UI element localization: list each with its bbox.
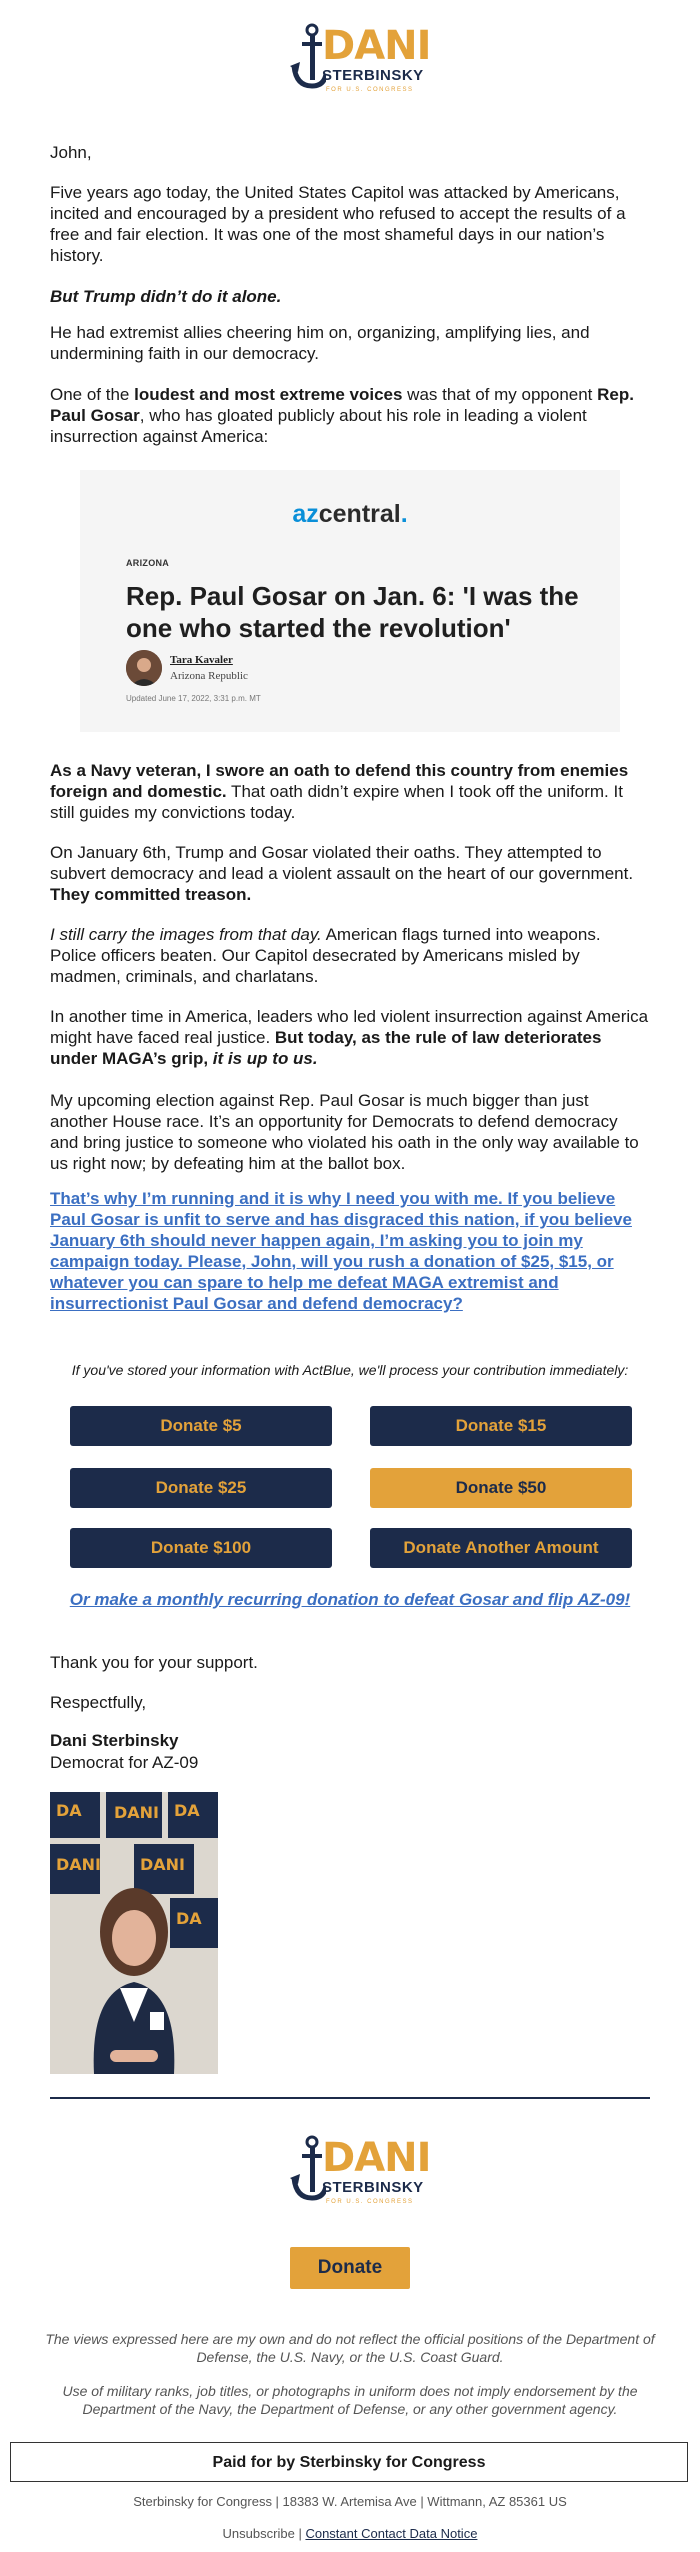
anchor-icon bbox=[290, 2134, 326, 2204]
svg-text:DANI: DANI bbox=[56, 1855, 102, 1874]
azcentral-logo: azcentral. bbox=[292, 500, 408, 528]
article-image[interactable] bbox=[80, 470, 620, 732]
svg-text:DANI: DANI bbox=[114, 1803, 160, 1822]
article-kicker: ARIZONA bbox=[126, 558, 170, 568]
paid-for-by: Paid for by Sterbinsky for Congress bbox=[10, 2442, 688, 2482]
logo-tagline: FOR U.S. CONGRESS bbox=[326, 2199, 414, 2205]
svg-text:DANI: DANI bbox=[140, 1855, 186, 1874]
article-publication: Arizona Republic bbox=[170, 670, 248, 682]
donate-15-button[interactable]: Donate $15 bbox=[370, 1406, 632, 1446]
svg-text:DA: DA bbox=[174, 1801, 200, 1820]
paragraph-2: But Trump didn’t do it alone. bbox=[50, 287, 282, 306]
footer-donate-button[interactable]: Donate bbox=[290, 2247, 410, 2289]
disclaimer-views: The views expressed here are my own and do not reflect the official positions of the Department of Defense, the U.S. Navy, or the U.S. Coast Guard. bbox=[45, 2331, 655, 2365]
paragraph-7: I still carry the images from that day. American flags turned into weapons. Police officers beaten. Our Capitol desecrated by Americans misled by madmen, criminals, and charlatans. bbox=[50, 925, 601, 986]
footer-separator: | bbox=[298, 2526, 302, 2541]
paragraph-8: In another time in America, leaders who led violent insurrection against America might have faced real justice. But today, as the rule of law deteriorates under MAGA’s grip, it is up to us. bbox=[50, 1007, 649, 1068]
article-headline: Rep. Paul Gosar on Jan. 6: 'I was the one who started the revolution' bbox=[126, 581, 579, 643]
paragraph-9: My upcoming election against Rep. Paul Gosar is much bigger than just another House race. It’s an opportunity for Democrats to defend democracy and bring justice to someone who violated his oath in the only way available to us right now; by defeating him at the ballot box. bbox=[50, 1091, 639, 1173]
article-updated: Updated June 17, 2022, 3:31 p.m. MT bbox=[126, 694, 261, 703]
logo-name: DANI bbox=[322, 23, 431, 69]
anchor-icon bbox=[290, 22, 326, 92]
signature-name: Dani Sterbinsky bbox=[50, 1731, 179, 1750]
header-logo bbox=[286, 18, 431, 108]
footer-logo bbox=[286, 2130, 431, 2220]
paragraph-6: On January 6th, Trump and Gosar violated their oaths. They attempted to subvert democracy and lead a violent assault on the heart of our government. They committed treason. bbox=[50, 843, 634, 904]
actblue-note: If you've stored your information with ActBlue, we'll process your contribution immediately: bbox=[71, 1362, 629, 1378]
paragraph-5: As a Navy veteran, I swore an oath to defend this country from enemies foreign and domestic. That oath didn’t expire when I took off the uniform. It still guides my convictions today. bbox=[50, 761, 629, 822]
svg-text:DA: DA bbox=[176, 1909, 202, 1928]
footer-links bbox=[0, 2526, 700, 2541]
footer-divider bbox=[50, 2097, 650, 2099]
candidate-photo bbox=[50, 1792, 218, 2074]
donate-50-button[interactable]: Donate $50 bbox=[370, 1468, 632, 1508]
signature-title: Democrat for AZ-09 bbox=[50, 1753, 199, 1772]
paragraph-4: One of the loudest and most extreme voices was that of my opponent Rep. Paul Gosar, who has gloated publicly about his role in leading a violent insurrection against America: bbox=[50, 385, 634, 446]
donate-5-button[interactable]: Donate $5 bbox=[70, 1406, 332, 1446]
greeting: John, bbox=[50, 143, 92, 162]
unsubscribe-link[interactable]: Unsubscribe bbox=[222, 2526, 295, 2541]
article-author[interactable]: Tara Kavaler bbox=[170, 654, 233, 666]
logo-surname: STERBINSKY bbox=[322, 67, 424, 84]
logo-name: DANI bbox=[322, 2135, 431, 2181]
author-avatar bbox=[126, 650, 162, 686]
donate-100-button[interactable]: Donate $100 bbox=[70, 1528, 332, 1568]
footer-address: Sterbinsky for Congress | 18383 W. Artemisa Ave | Wittmann, AZ 85361 US bbox=[133, 2494, 567, 2509]
svg-text:DA: DA bbox=[56, 1801, 82, 1820]
paragraph-1: Five years ago today, the United States Capitol was attacked by Americans, incited and encouraged by a president who refused to accept the results of a free and fair election. It was one of the most shameful days in our nation’s history. bbox=[50, 183, 626, 265]
donation-appeal-link[interactable]: That’s why I’m running and it is why I need you with me. If you believe Paul Gosar is unfit to serve and has disgraced this nation, if you believe January 6th should never happen again, I’m asking you to join my campaign today. Please, John, will you rush a donation of $25, $15, or whatever you can spare to help me defeat MAGA extremist and insurrectionist Paul Gosar and defend democracy? bbox=[50, 1189, 632, 1313]
closing-text: Respectfully, bbox=[50, 1693, 147, 1712]
disclaimer-military: Use of military ranks, job titles, or photographs in uniform does not imply endorsement by the Department of the Navy, the Department of Defense, or any other government agency. bbox=[62, 2383, 638, 2417]
donate-25-button[interactable]: Donate $25 bbox=[70, 1468, 332, 1508]
logo-tagline: FOR U.S. CONGRESS bbox=[326, 87, 414, 93]
donate-other-amount-button[interactable]: Donate Another Amount bbox=[370, 1528, 632, 1568]
monthly-donation-link[interactable]: Or make a monthly recurring donation to defeat Gosar and flip AZ-09! bbox=[69, 1590, 631, 1609]
data-notice-link[interactable]: Constant Contact Data Notice bbox=[305, 2526, 478, 2541]
thanks-text: Thank you for your support. bbox=[50, 1653, 258, 1672]
paragraph-3: He had extremist allies cheering him on, organizing, amplifying lies, and undermining faith in our democracy. bbox=[50, 323, 590, 363]
logo-surname: STERBINSKY bbox=[322, 2179, 424, 2196]
